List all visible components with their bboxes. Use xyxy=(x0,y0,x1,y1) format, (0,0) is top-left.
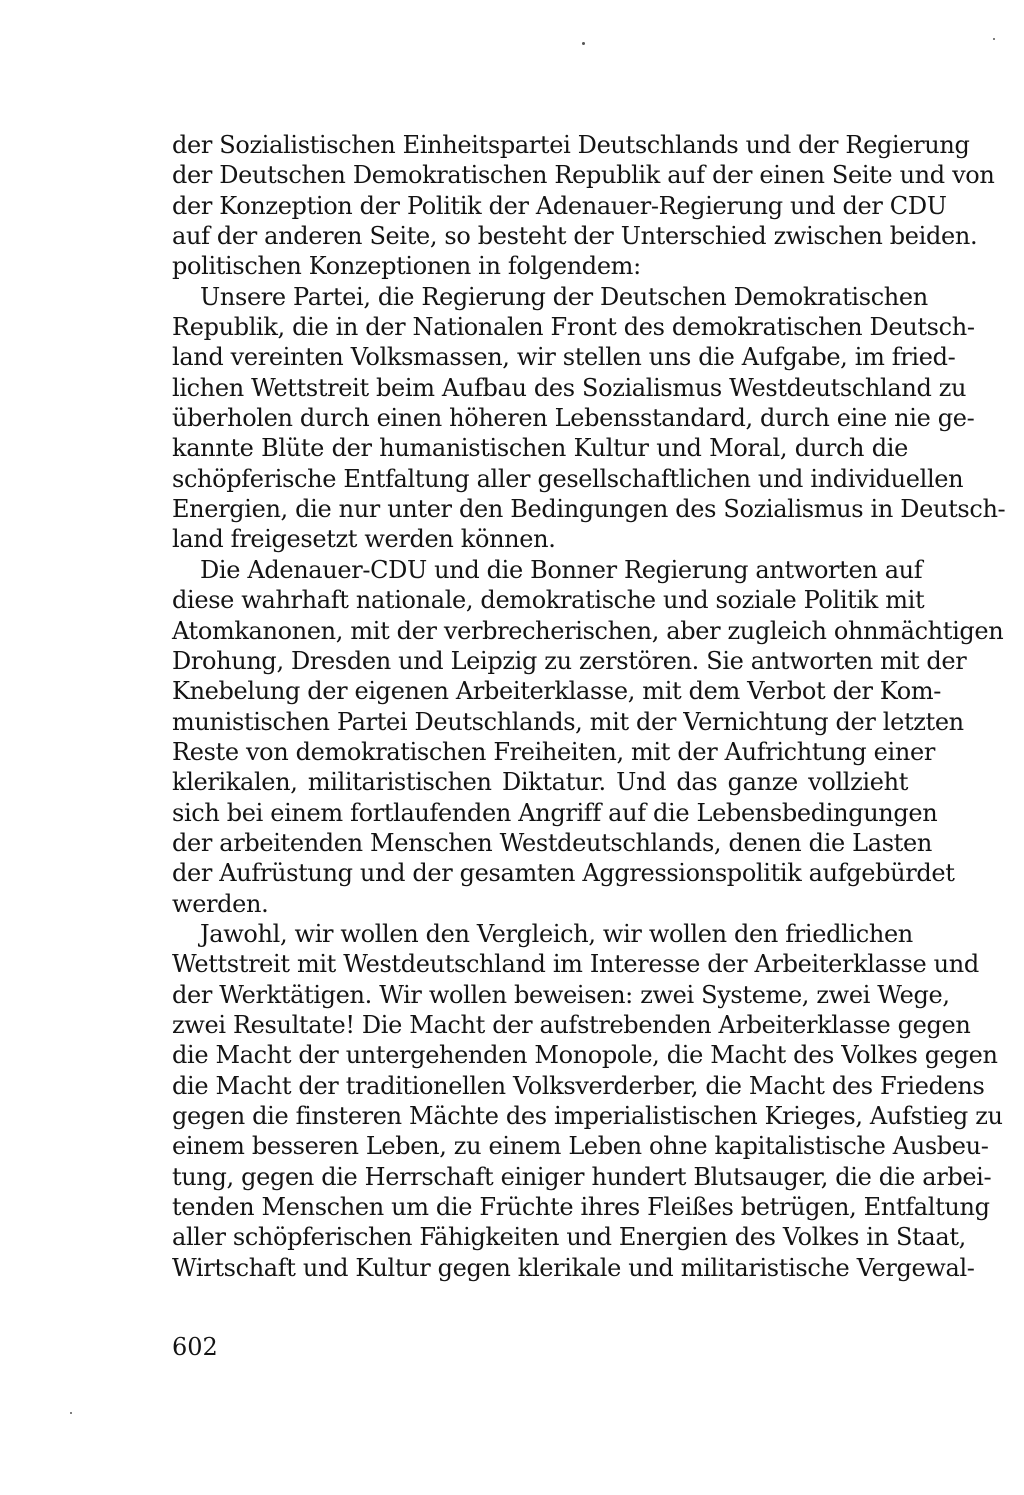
text-line: schöpferische Entfaltung aller gesellschaftlichen und individuellen xyxy=(172,464,964,493)
paragraph-first-line: Unsere Partei, die Regierung der Deutschen Demokratischen xyxy=(200,282,928,311)
text-line: zwei Resultate! Die Macht der aufstrebenden Arbeiterklasse gegen xyxy=(172,1010,971,1039)
text-line: diese wahrhaft nationale, demokratische und soziale Politik mit xyxy=(172,586,925,615)
text-line: munistischen Partei Deutschlands, mit der Vernichtung der letzten xyxy=(172,707,964,736)
text-line: werden. xyxy=(172,889,269,918)
text-line: der Sozialistischen Einheitspartei Deutschlands und der Regierung xyxy=(172,131,970,159)
text-line: tenden Menschen um die Früchte ihres Fleißes betrügen, Entfaltung xyxy=(172,1193,990,1222)
text-line: klerikalen, militaristischen Diktatur. Und das ganze vollzieht xyxy=(172,768,908,797)
text-line: der Aufrüstung und der gesamten Aggressionspolitik aufgebürdet xyxy=(172,859,955,888)
text-line: land freigesetzt werden können. xyxy=(172,525,556,554)
text-line: überholen durch einen höheren Lebensstandard, durch eine nie ge- xyxy=(172,404,975,433)
scan-speck xyxy=(70,1412,72,1414)
paragraph-first-line: Jawohl, wir wollen den Vergleich, wir wollen den friedlichen xyxy=(200,919,913,948)
text-line: kannte Blüte der humanistischen Kultur und Moral, durch die xyxy=(172,434,908,463)
text-line: Energien, die nur unter den Bedingungen des Sozialismus in Deutsch- xyxy=(172,495,1006,524)
text-line: Reste von demokratischen Freiheiten, mit der Aufrichtung einer xyxy=(172,737,935,766)
text-line: gegen die finsteren Mächte des imperialistischen Krieges, Aufstieg zu xyxy=(172,1102,1003,1130)
text-line: auf der anderen Seite, so besteht der Unterschied zwischen beiden. xyxy=(172,222,978,251)
scan-speck xyxy=(582,42,585,45)
text-line: Atomkanonen, mit der verbrecherischen, aber zugleich ohnmächtigen xyxy=(172,616,1004,645)
text-line: Drohung, Dresden und Leipzig zu zerstören. Sie antworten mit der xyxy=(172,646,967,675)
page-number: 602 xyxy=(172,1333,218,1361)
body-text xyxy=(172,130,1006,1283)
text-line: aller schöpferischen Fähigkeiten und Energien des Volkes in Staat, xyxy=(172,1223,966,1252)
text-line: die Macht der traditionellen Volksverderber, die Macht des Friedens xyxy=(172,1071,985,1100)
text-line: der arbeitenden Menschen Westdeutschlands, denen die Lasten xyxy=(172,828,932,857)
text-line: der Deutschen Demokratischen Republik auf der einen Seite und von xyxy=(172,161,995,190)
text-line: Republik, die in der Nationalen Front des demokratischen Deutsch- xyxy=(172,313,975,342)
text-line: lichen Wettstreit beim Aufbau des Sozialismus Westdeutschland zu xyxy=(172,373,967,402)
text-line: tung, gegen die Herrschaft einiger hundert Blutsauger, die die arbei- xyxy=(172,1162,992,1191)
text-line: land vereinten Volksmassen, wir stellen uns die Aufgabe, im fried- xyxy=(172,343,956,372)
text-line: Wirtschaft und Kultur gegen klerikale und militaristische Vergewal- xyxy=(172,1253,975,1282)
text-line: Wettstreit mit Westdeutschland im Interesse der Arbeiterklasse und xyxy=(172,950,979,979)
text-line: der Konzeption der Politik der Adenauer-Regierung und der CDU xyxy=(172,191,947,220)
text-line: sich bei einem fortlaufenden Angriff auf die Lebensbedingungen xyxy=(172,798,938,827)
paragraph-first-line: Die Adenauer-CDU und die Bonner Regierung antworten auf xyxy=(200,555,923,584)
text-line: Knebelung der eigenen Arbeiterklasse, mit dem Verbot der Kom- xyxy=(172,677,942,706)
text-line: die Macht der untergehenden Monopole, die Macht des Volkes gegen xyxy=(172,1041,998,1070)
text-line: politischen Konzeptionen in folgendem: xyxy=(172,252,641,281)
text-line: einem besseren Leben, zu einem Leben ohne kapitalistische Ausbeu- xyxy=(172,1132,989,1161)
text-line: der Werktätigen. Wir wollen beweisen: zwei Systeme, zwei Wege, xyxy=(172,980,950,1009)
scan-speck xyxy=(993,38,995,40)
